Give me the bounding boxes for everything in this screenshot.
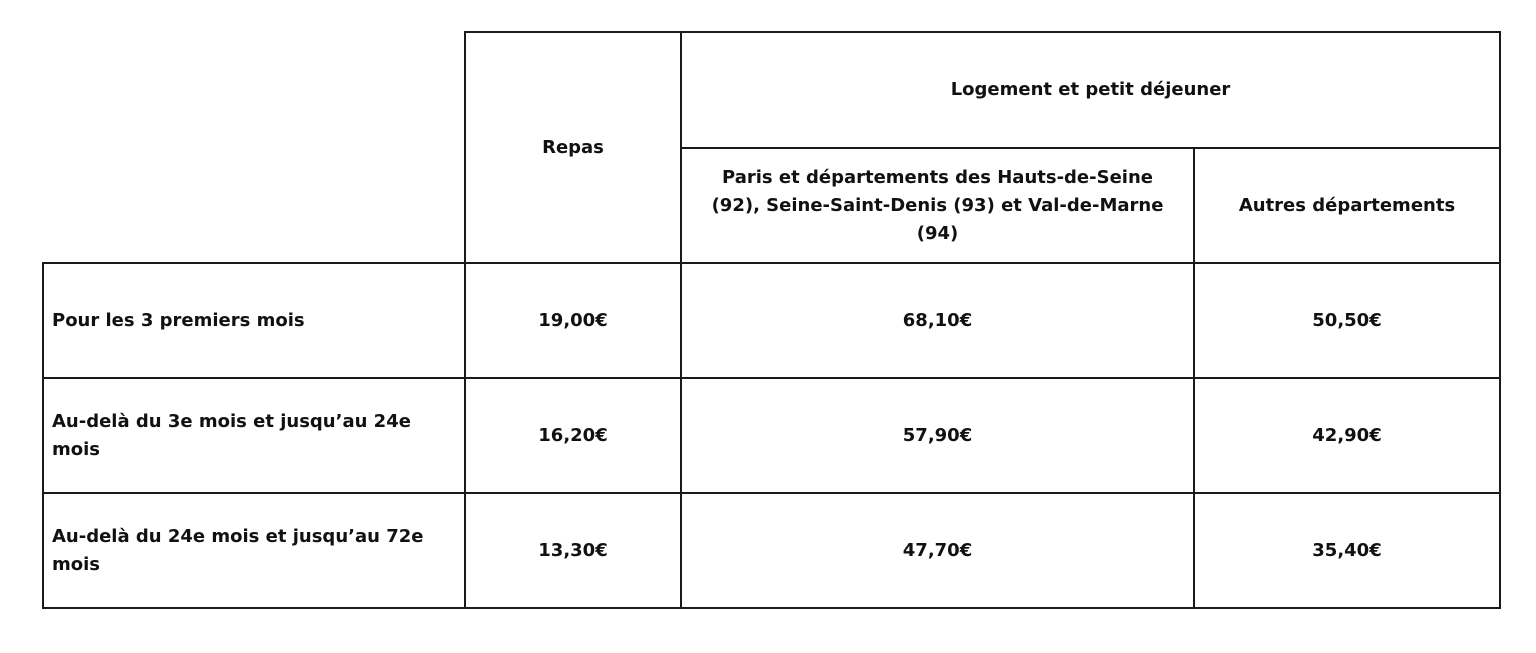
table-row [43, 493, 1500, 608]
rates-table [42, 31, 1501, 609]
cell-repas: 16,20€ [465, 378, 681, 493]
empty-corner-cell [43, 32, 465, 263]
header-repas: Repas [465, 32, 681, 263]
cell-paris: 68,10€ [681, 263, 1194, 378]
header-logement: Logement et petit déjeuner [681, 32, 1500, 148]
row-label: Pour les 3 premiers mois [43, 263, 465, 378]
header-autres: Autres départements [1194, 148, 1500, 263]
table-row [43, 263, 1500, 378]
table-row [43, 378, 1500, 493]
cell-autres: 35,40€ [1194, 493, 1500, 608]
cell-paris: 57,90€ [681, 378, 1194, 493]
cell-autres: 50,50€ [1194, 263, 1500, 378]
cell-repas: 13,30€ [465, 493, 681, 608]
cell-autres: 42,90€ [1194, 378, 1500, 493]
header-paris: Paris et départements des Hauts-de-Seine (92), Seine-Saint-Denis (93) et Val-de-Marne (94) [681, 148, 1194, 263]
cell-repas: 19,00€ [465, 263, 681, 378]
header-row-top [43, 32, 1500, 148]
cell-paris: 47,70€ [681, 493, 1194, 608]
row-label: Au-delà du 24e mois et jusqu’au 72e mois [43, 493, 465, 608]
row-label: Au-delà du 3e mois et jusqu’au 24e mois [43, 378, 465, 493]
